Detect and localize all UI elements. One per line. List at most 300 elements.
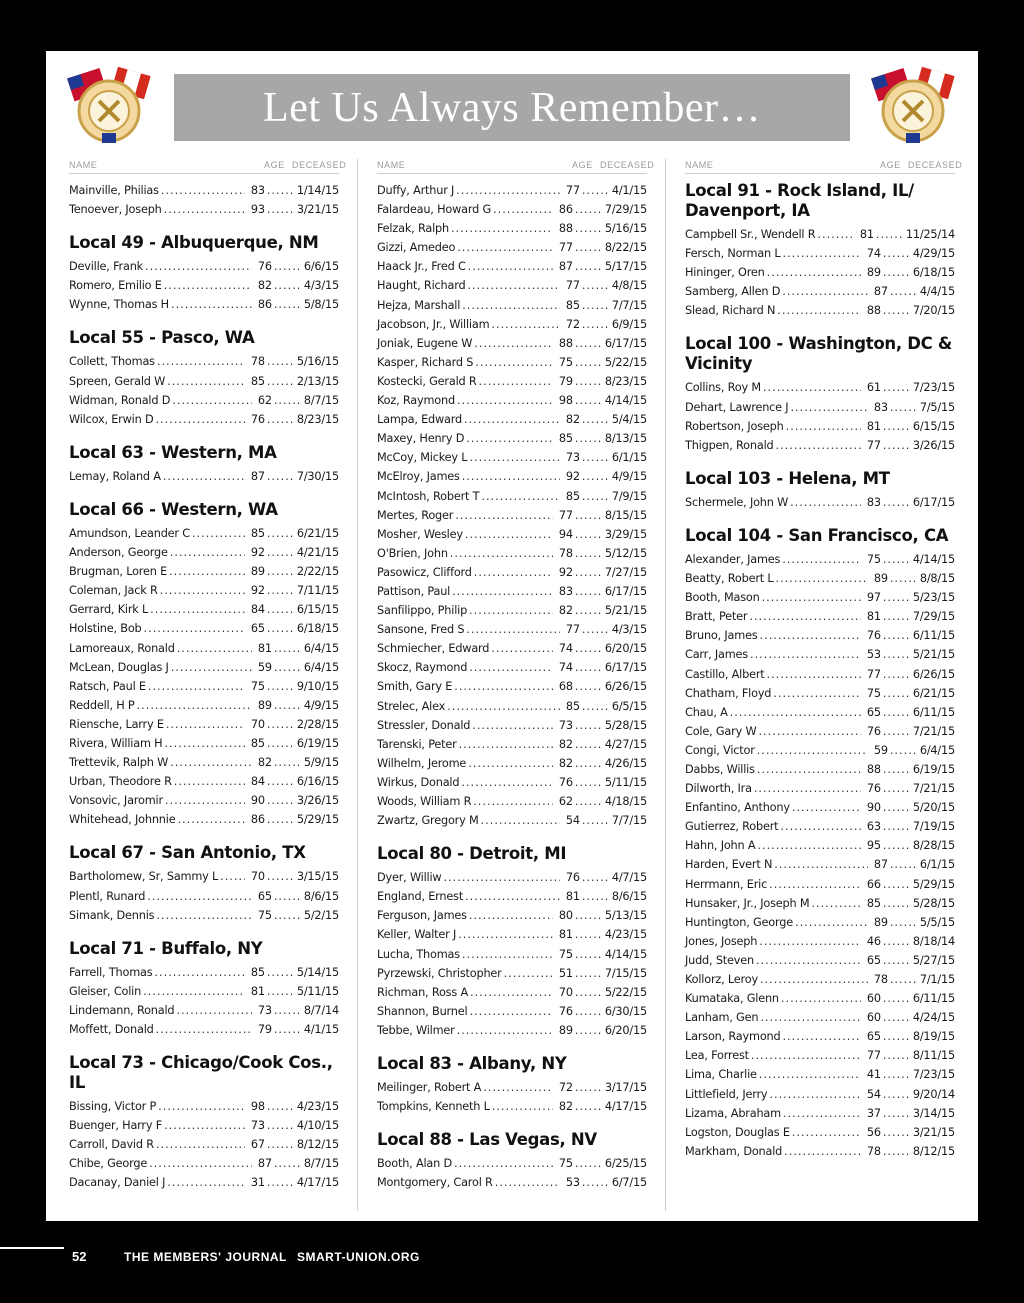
leader-dots — [455, 506, 553, 525]
leader-dots — [763, 378, 861, 397]
member-age: 85 — [250, 736, 265, 750]
member-age: 86 — [250, 813, 265, 827]
member-age: 82 — [558, 1100, 573, 1114]
local-section — [377, 1054, 647, 1116]
member-age: 90 — [250, 794, 265, 808]
leader-dots — [192, 524, 245, 543]
member-name: Widman, Ronald D — [69, 393, 171, 407]
deceased-date: 8/12/15 — [296, 1138, 339, 1152]
column-divider — [357, 159, 358, 1211]
deceased-date: 6/30/15 — [604, 1004, 647, 1018]
memorial-entry — [69, 1020, 339, 1039]
leader-dots — [267, 810, 295, 829]
member-name: Tenoever, Joseph — [69, 203, 162, 217]
member-age: 56 — [866, 1125, 881, 1139]
member-age: 83 — [558, 584, 573, 598]
memorial-entry — [685, 626, 955, 645]
memorial-column-3 — [685, 157, 963, 1175]
memorial-column-1 — [69, 157, 347, 1207]
member-name: Kostecki, Gerald R — [377, 374, 477, 388]
memorial-entry — [377, 811, 647, 830]
leader-dots — [171, 658, 252, 677]
member-age: 76 — [257, 260, 272, 274]
leader-dots — [883, 436, 911, 455]
leader-dots — [267, 600, 295, 619]
deceased-date: 4/17/15 — [604, 1100, 647, 1114]
memorial-entry — [69, 619, 339, 638]
leader-dots — [160, 581, 245, 600]
leader-dots — [890, 855, 918, 874]
leader-dots — [469, 601, 553, 620]
leader-dots — [582, 448, 610, 467]
member-name: Plentl, Runard — [69, 889, 146, 903]
member-name: Thigpen, Ronald — [685, 438, 774, 452]
member-name: Hininger, Oren — [685, 266, 765, 280]
leader-dots — [166, 715, 245, 734]
memorial-entry — [377, 945, 647, 964]
leader-dots — [783, 244, 861, 263]
leader-dots — [883, 1142, 911, 1161]
member-name: O'Brien, John — [377, 546, 448, 560]
leader-dots — [758, 722, 860, 741]
member-age: 77 — [565, 623, 580, 637]
member-name: Reddell, H P — [69, 698, 135, 712]
deceased-date: 7/21/15 — [912, 724, 955, 738]
member-name: Campbell Sr., Wendell R — [685, 228, 816, 241]
member-age: 70 — [250, 870, 265, 884]
leader-dots — [883, 493, 911, 512]
memorial-entry — [377, 1021, 647, 1040]
deceased-date: 3/21/15 — [912, 1125, 955, 1139]
member-name: Hahn, John A — [685, 839, 756, 853]
member-name: Herrmann, Eric — [685, 877, 768, 891]
memorial-entry — [377, 487, 647, 506]
leader-dots — [274, 1001, 302, 1020]
leader-dots — [575, 639, 603, 658]
leader-dots — [274, 887, 302, 906]
deceased-date: 4/18/15 — [604, 795, 647, 808]
leader-dots — [883, 951, 911, 970]
member-age: 72 — [565, 317, 580, 331]
deceased-date: 8/19/15 — [912, 1030, 955, 1044]
memorial-entry — [377, 1173, 647, 1192]
leader-dots — [792, 1123, 861, 1142]
leader-dots — [465, 887, 560, 906]
member-age: 85 — [250, 526, 265, 540]
memorial-entry — [685, 569, 955, 588]
leader-dots — [457, 238, 553, 257]
leader-dots — [883, 703, 911, 722]
leader-dots — [749, 607, 861, 626]
deceased-date: 7/1/15 — [919, 973, 955, 986]
deceased-date: 6/17/15 — [912, 495, 955, 509]
memorial-entry — [685, 436, 955, 455]
leader-dots — [883, 665, 911, 684]
deceased-date: 6/1/15 — [919, 858, 955, 872]
member-name: McIntosh, Robert T — [377, 489, 480, 503]
deceased-date: 5/22/15 — [604, 355, 647, 369]
leader-dots — [883, 875, 911, 894]
leader-dots — [468, 754, 553, 773]
local-heading: Local 71 - Buffalo, NY — [69, 938, 263, 958]
memorial-entry — [685, 1008, 955, 1027]
member-age: 60 — [866, 1011, 881, 1025]
deceased-date: 4/14/15 — [604, 947, 647, 961]
member-name: Gleiser, Colin — [69, 984, 142, 998]
member-age: 76 — [558, 1004, 573, 1018]
leader-dots — [461, 773, 553, 792]
deceased-date: 6/5/15 — [611, 699, 647, 713]
member-name: Mainville, Philias — [69, 184, 159, 197]
deceased-date: 5/17/15 — [604, 260, 647, 274]
leader-dots — [751, 1046, 861, 1065]
leader-dots — [575, 601, 603, 620]
leader-dots — [890, 970, 918, 989]
leader-dots — [164, 276, 252, 295]
member-age: 77 — [565, 279, 580, 293]
deceased-date: 6/9/15 — [611, 317, 647, 331]
deceased-date: 3/21/15 — [296, 203, 339, 217]
member-name: McCoy, Mickey L — [377, 451, 468, 465]
member-age: 65 — [866, 953, 881, 967]
member-age: 75 — [250, 679, 265, 693]
deceased-date: 5/22/15 — [604, 985, 647, 999]
member-age: 81 — [866, 419, 881, 433]
leader-dots — [784, 1142, 861, 1161]
memorial-entry — [69, 791, 339, 810]
leader-dots — [458, 925, 553, 944]
leader-dots — [274, 906, 302, 925]
deceased-date: 8/13/15 — [604, 432, 647, 446]
memorial-entry — [685, 989, 955, 1008]
leader-dots — [462, 296, 560, 315]
memorial-entry — [69, 1097, 339, 1116]
memorial-entry — [377, 601, 647, 620]
member-name: Kasper, Richard S — [377, 355, 474, 369]
leader-dots — [575, 582, 603, 601]
leader-dots — [883, 588, 911, 607]
leader-dots — [464, 410, 560, 429]
leader-dots — [492, 1097, 553, 1116]
member-age: 89 — [873, 915, 888, 929]
member-name: Jacobson, Jr., William — [377, 317, 490, 331]
memorial-entry — [377, 391, 647, 410]
deceased-date: 4/26/15 — [604, 756, 647, 770]
leader-dots — [176, 1001, 251, 1020]
age-header: AGE — [264, 160, 285, 170]
leader-dots — [156, 1135, 245, 1154]
memorial-entry — [69, 200, 339, 219]
memorial-entry — [685, 588, 955, 607]
deceased-date: 4/9/15 — [303, 698, 339, 712]
leader-dots — [730, 703, 861, 722]
leader-dots — [575, 792, 603, 811]
member-age: 75 — [558, 1157, 573, 1171]
leader-dots — [274, 391, 302, 410]
deceased-date: 4/10/15 — [296, 1119, 339, 1133]
local-heading: Local 49 - Albuquerque, NM — [69, 233, 319, 253]
leader-dots — [443, 868, 559, 887]
member-age: 65 — [866, 705, 881, 719]
deceased-date: 4/14/15 — [604, 394, 647, 408]
memorial-entry — [69, 600, 339, 619]
member-age: 87 — [558, 260, 573, 274]
memorial-entry — [685, 550, 955, 569]
member-name: Samberg, Allen D — [685, 285, 781, 299]
member-age: 54 — [565, 814, 580, 828]
leader-dots — [773, 684, 861, 703]
member-age: 83 — [866, 495, 881, 509]
memorial-entry — [69, 982, 339, 1001]
member-name: Pyrzewski, Christopher — [377, 966, 502, 980]
member-name: Maxey, Henry D — [377, 432, 465, 446]
member-age: 97 — [866, 591, 881, 605]
leader-dots — [575, 353, 603, 372]
memorial-entry — [685, 1027, 955, 1046]
leader-dots — [883, 417, 911, 436]
leader-dots — [267, 410, 295, 429]
member-name: Pattison, Paul — [377, 584, 451, 598]
member-age: 77 — [558, 241, 573, 255]
memorial-entry — [377, 964, 647, 983]
member-age: 41 — [866, 1068, 881, 1082]
deceased-date: 5/16/15 — [604, 222, 647, 236]
memorial-entry — [685, 875, 955, 894]
memorial-entry — [685, 836, 955, 855]
leader-dots — [582, 487, 610, 506]
memorial-entry — [69, 734, 339, 753]
leader-dots — [582, 887, 610, 906]
leader-dots — [274, 639, 302, 658]
leader-dots — [582, 467, 610, 486]
leader-dots — [147, 887, 252, 906]
leader-dots — [582, 276, 610, 295]
leader-dots — [164, 1116, 245, 1135]
leader-dots — [267, 524, 295, 543]
member-age: 87 — [250, 469, 265, 483]
member-name: Larson, Raymond — [685, 1030, 781, 1044]
memorial-entry — [377, 525, 647, 544]
deceased-date: 2/13/15 — [296, 374, 339, 388]
deceased-date: 7/23/15 — [912, 381, 955, 395]
member-age: 98 — [558, 394, 573, 408]
member-age: 81 — [859, 228, 874, 241]
leader-dots — [163, 467, 245, 486]
member-name: Bratt, Peter — [685, 610, 748, 624]
local-section — [685, 469, 955, 512]
memorial-entry — [69, 658, 339, 677]
column-header — [377, 157, 655, 174]
memorial-entry — [377, 219, 647, 238]
member-name: Gutierrez, Robert — [685, 820, 779, 834]
leader-dots — [267, 1135, 295, 1154]
leader-dots — [575, 372, 603, 391]
leader-dots — [267, 1116, 295, 1135]
member-name: Carr, James — [685, 648, 748, 662]
deceased-date: 5/29/15 — [912, 877, 955, 891]
leader-dots — [890, 569, 918, 588]
local-section — [377, 1130, 647, 1192]
member-name: Pasowicz, Clifford — [377, 565, 472, 579]
deceased-date: 4/1/15 — [303, 1023, 339, 1036]
member-age: 63 — [866, 820, 881, 834]
leader-dots — [469, 658, 553, 677]
member-age: 83 — [250, 184, 265, 197]
member-age: 85 — [558, 432, 573, 446]
leader-dots — [792, 798, 861, 817]
leader-dots — [472, 716, 553, 735]
leader-dots — [582, 410, 610, 429]
memorial-entry — [69, 1001, 339, 1020]
local-heading: Local 66 - Western, WA — [69, 499, 278, 519]
name-header: NAME — [377, 160, 406, 170]
member-name: Farrell, Thomas — [69, 965, 153, 979]
leader-dots — [757, 741, 868, 760]
leader-dots — [575, 563, 603, 582]
member-age: 62 — [257, 393, 272, 407]
member-name: Ferguson, James — [377, 909, 467, 923]
deceased-date: 4/24/15 — [912, 1011, 955, 1025]
memorial-entry — [685, 703, 955, 722]
memorial-entry — [377, 353, 647, 372]
memorial-entry — [69, 352, 339, 371]
member-age: 84 — [250, 603, 265, 617]
member-name: Gizzi, Amedeo — [377, 241, 456, 255]
leader-dots — [157, 352, 245, 371]
page-footer — [0, 1240, 1024, 1280]
leader-dots — [504, 964, 553, 983]
member-age: 70 — [250, 717, 265, 731]
leader-dots — [756, 951, 861, 970]
leader-dots — [883, 645, 911, 664]
leader-dots — [161, 181, 245, 200]
leader-dots — [575, 1097, 603, 1116]
member-age: 74 — [558, 642, 573, 656]
leader-dots — [575, 658, 603, 677]
member-name: Lindemann, Ronald — [69, 1003, 175, 1017]
member-age: 73 — [257, 1003, 272, 1017]
deceased-date: 6/17/15 — [604, 661, 647, 675]
member-age: 77 — [558, 508, 573, 522]
leader-dots — [267, 791, 295, 810]
leader-dots — [267, 677, 295, 696]
memorial-entry — [377, 506, 647, 525]
member-name: Wirkus, Donald — [377, 775, 460, 789]
member-name: Hejza, Marshall — [377, 298, 461, 312]
leader-dots — [575, 945, 603, 964]
member-name: Amundson, Leander C — [69, 526, 190, 540]
leader-dots — [150, 600, 245, 619]
leader-dots — [170, 753, 252, 772]
memorial-entry — [685, 913, 955, 932]
memorial-entry — [685, 932, 955, 951]
member-name: Kumataka, Glenn — [685, 992, 779, 1006]
member-age: 86 — [257, 298, 272, 312]
member-name: Lampa, Edward — [377, 413, 462, 427]
leader-dots — [575, 906, 603, 925]
member-name: Duffy, Arthur J — [377, 184, 455, 197]
leader-dots — [474, 563, 553, 582]
member-age: 53 — [565, 1176, 580, 1190]
deceased-date: 6/4/15 — [919, 743, 955, 757]
deceased-date: 6/1/15 — [611, 451, 647, 465]
deceased-date: 6/7/15 — [611, 1176, 647, 1190]
deceased-date: 7/7/15 — [611, 298, 647, 312]
member-age: 54 — [866, 1087, 881, 1101]
member-age: 89 — [250, 565, 265, 579]
memorial-entry — [377, 372, 647, 391]
member-name: Dehart, Lawrence J — [685, 400, 789, 414]
leader-dots — [883, 607, 911, 626]
memorial-entry — [377, 887, 647, 906]
local-heading: Local 88 - Las Vegas, NV — [377, 1130, 597, 1150]
member-age: 84 — [250, 775, 265, 789]
leader-dots — [575, 773, 603, 792]
leader-dots — [582, 811, 610, 830]
deceased-date: 5/4/15 — [611, 413, 647, 427]
leader-dots — [267, 200, 295, 219]
deceased-date: 7/15/15 — [604, 966, 647, 980]
member-age: 70 — [558, 985, 573, 999]
memorial-entry — [377, 639, 647, 658]
member-age: 88 — [866, 304, 881, 318]
leader-dots — [462, 945, 553, 964]
memorial-entry — [685, 607, 955, 626]
leader-dots — [883, 817, 911, 836]
member-name: Coleman, Jack R — [69, 584, 158, 598]
memorial-entry — [377, 181, 647, 200]
deceased-date: 4/29/15 — [912, 247, 955, 261]
leader-dots — [274, 1154, 302, 1173]
leader-dots — [475, 353, 553, 372]
leader-dots — [575, 334, 603, 353]
leader-dots — [883, 722, 911, 741]
member-age: 80 — [558, 909, 573, 923]
site-url: SMART-UNION.ORG — [297, 1250, 420, 1264]
leader-dots — [493, 200, 553, 219]
journal-name: THE MEMBERS' JOURNAL — [124, 1250, 287, 1264]
memorial-entry — [685, 951, 955, 970]
member-name: Buenger, Harry F — [69, 1119, 163, 1133]
leader-dots — [760, 1008, 861, 1027]
deceased-date: 8/11/15 — [912, 1049, 955, 1063]
memorial-entry — [377, 906, 647, 925]
leader-dots — [775, 569, 867, 588]
member-age: 73 — [558, 718, 573, 732]
leader-dots — [777, 301, 861, 320]
member-age: 95 — [866, 839, 881, 853]
memorial-entry — [685, 741, 955, 760]
leader-dots — [267, 715, 295, 734]
leader-dots — [575, 677, 603, 696]
leader-dots — [474, 334, 553, 353]
member-age: 79 — [257, 1023, 272, 1036]
member-name: Collins, Roy M — [685, 381, 761, 395]
member-name: Ratsch, Paul E — [69, 679, 146, 693]
leader-dots — [145, 257, 252, 276]
deceased-date: 5/11/15 — [604, 775, 647, 789]
leader-dots — [274, 295, 302, 314]
local-section — [69, 328, 339, 428]
deceased-date: 8/18/14 — [912, 934, 955, 948]
leader-dots — [759, 1065, 861, 1084]
local-section — [69, 500, 339, 830]
local-heading: Local 55 - Pasco, WA — [69, 328, 255, 348]
deceased-date: 6/4/15 — [303, 660, 339, 674]
leader-dots — [456, 181, 560, 200]
local-section — [69, 181, 339, 219]
memorial-entry — [69, 753, 339, 772]
